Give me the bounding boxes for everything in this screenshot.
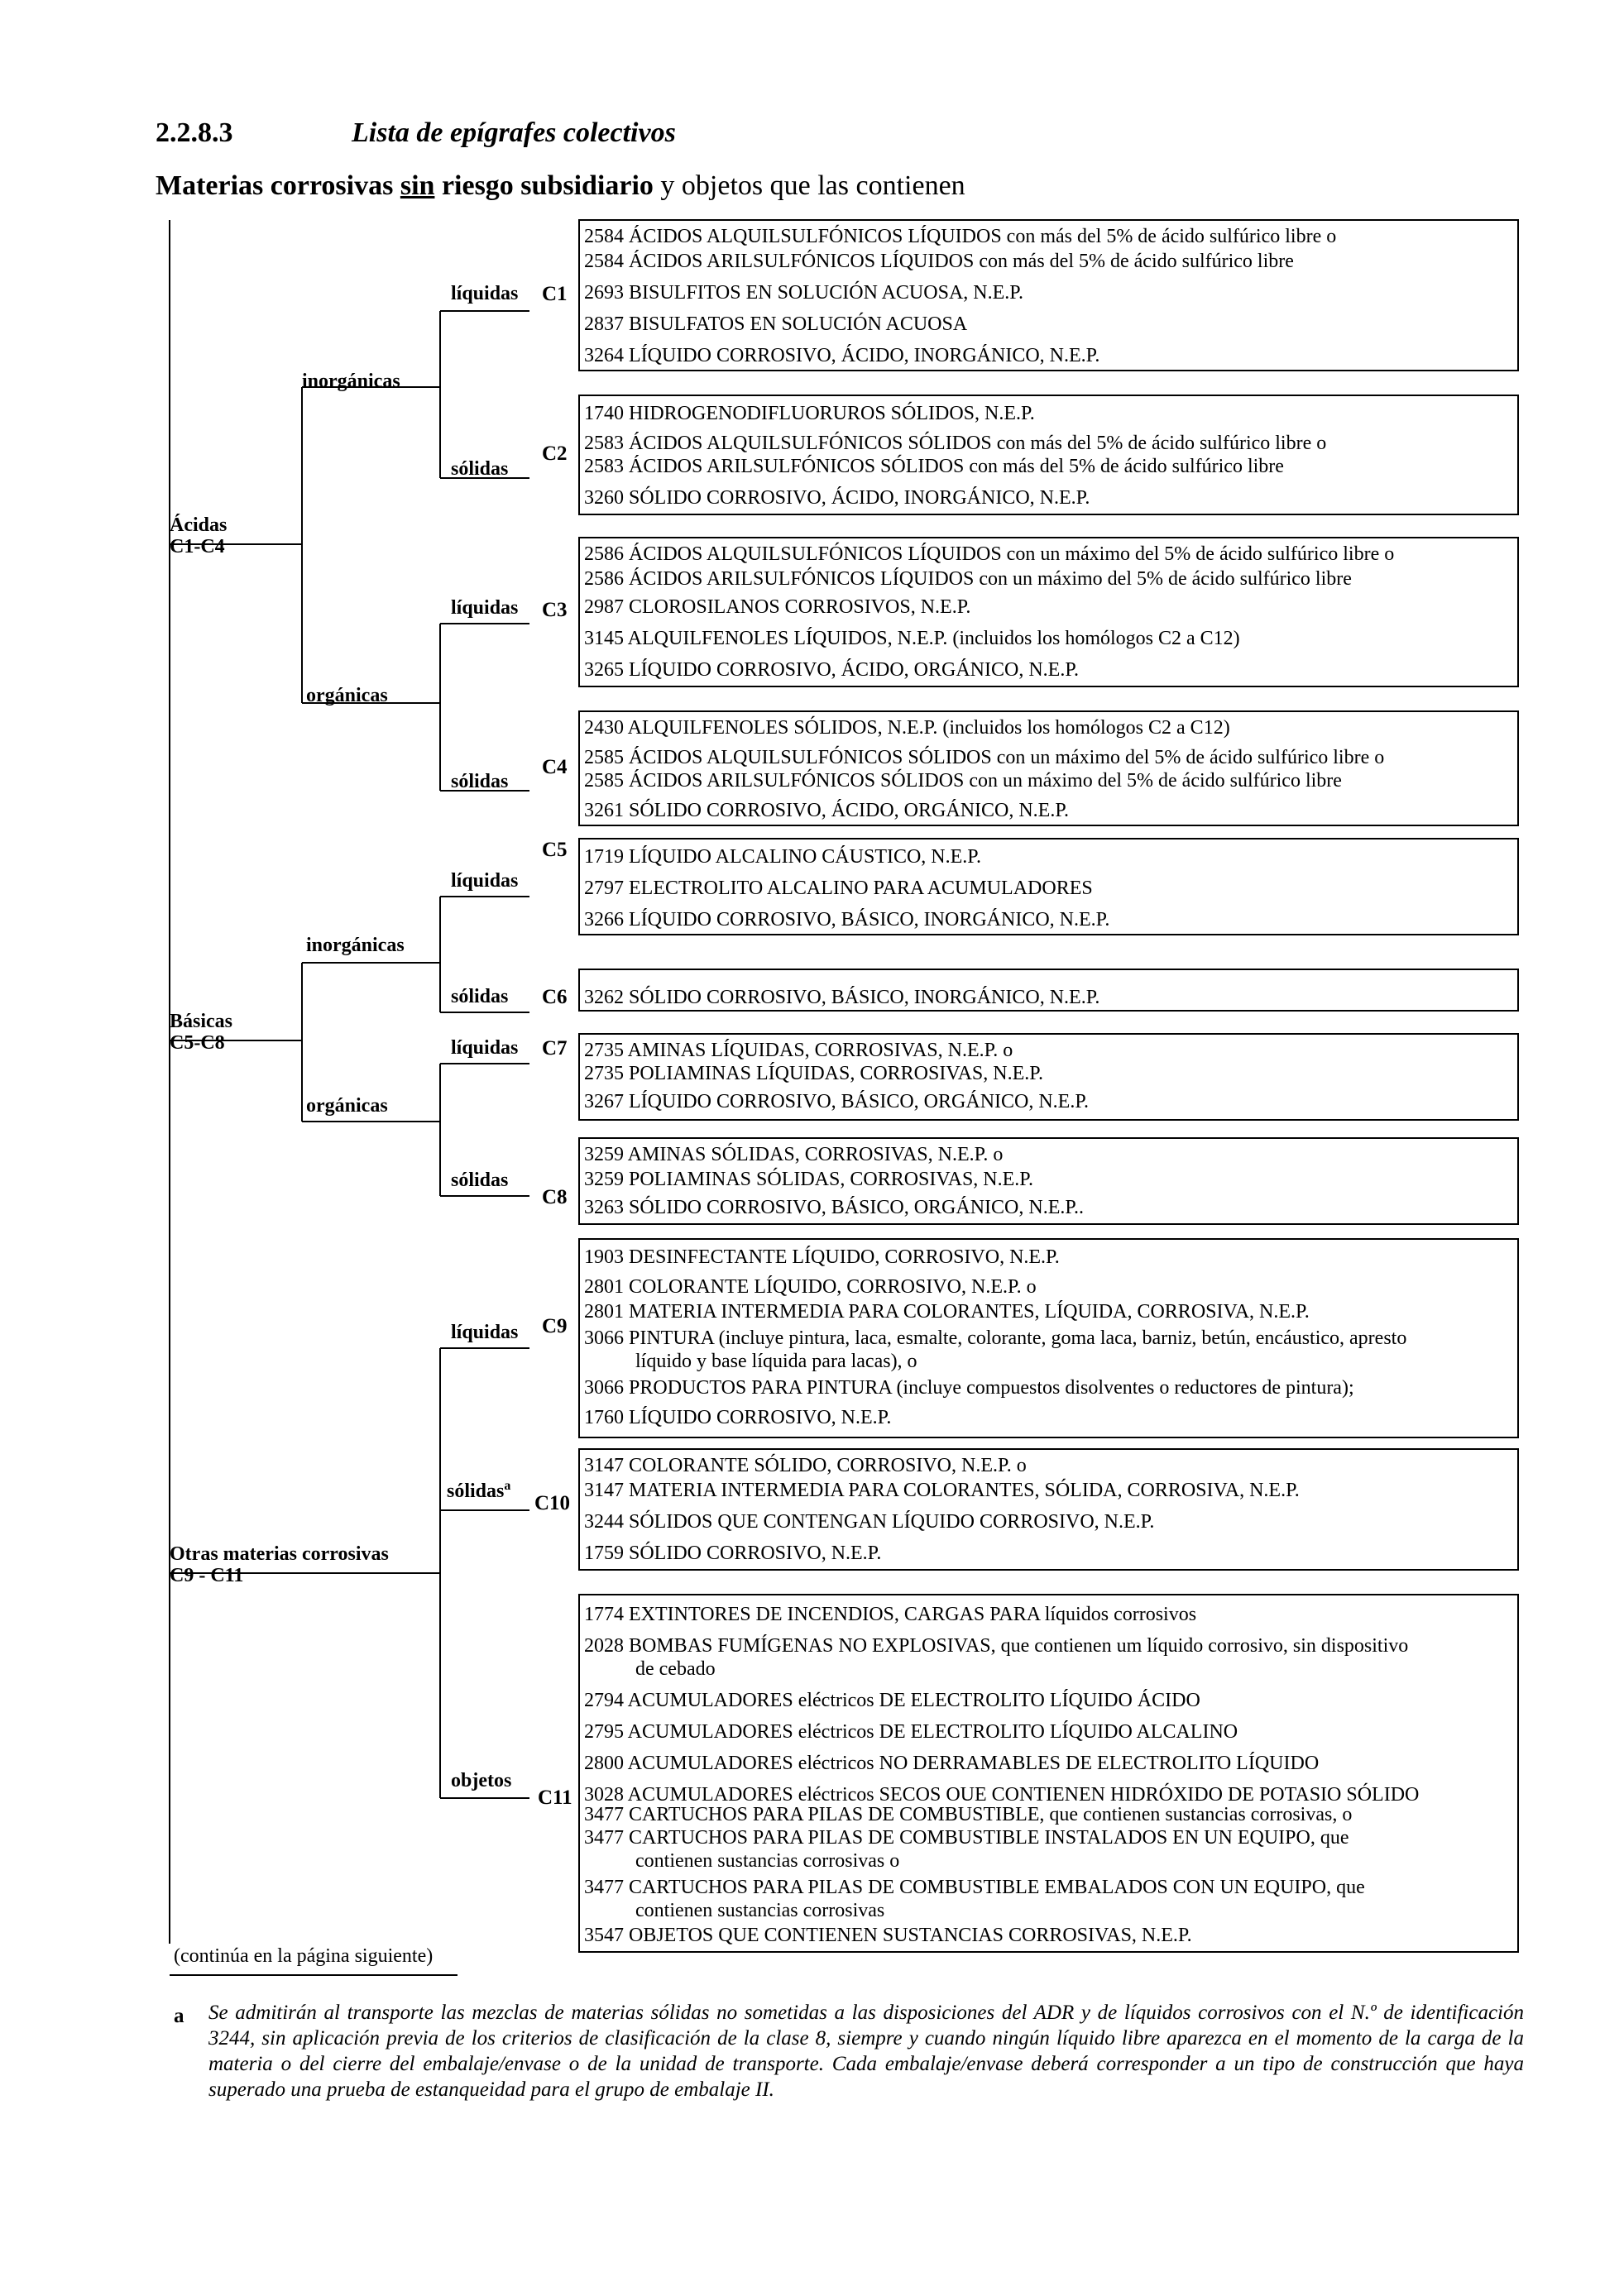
c4-entry: 2430 ALQUILFENOLES SÓLIDOS, N.E.P. (incluidos los homólogos C2 a C12) (584, 717, 1230, 739)
acidas-range: C1-C4 (170, 536, 225, 557)
c4-entry: 2585 ÁCIDOS ALQUILSULFÓNICOS SÓLIDOS con un máximo del 5% de ácido sulfúrico libre o (584, 747, 1385, 768)
c11-entry: 1774 EXTINTORES DE INCENDIOS, CARGAS PARA líquidos corrosivos (584, 1604, 1197, 1625)
basicas-organicas-label: orgánicas (306, 1095, 388, 1117)
c7-entry: 2735 POLIAMINAS LÍQUIDAS, CORROSIVAS, N.E.P. (584, 1063, 1043, 1084)
c3-entry: 3265 LÍQUIDO CORROSIVO, ÁCIDO, ORGÁNICO, N.E.P. (584, 659, 1080, 681)
c6-solidas-label: sólidas (451, 986, 509, 1007)
section-title: Lista de epígrafes colectivos (352, 117, 676, 148)
acidas-label: Ácidas (170, 514, 228, 536)
c1-entry: 2693 BISULFITOS EN SOLUCIÓN ACUOSA, N.E.P. (584, 282, 1023, 304)
c9-liquidas-label: líquidas (451, 1322, 519, 1343)
c9-entry: 3066 PINTURA (incluye pintura, laca, esmalte, colorante, goma laca, barniz, betún, encáustico, apresto (584, 1327, 1407, 1349)
c6-entry: 3262 SÓLIDO CORROSIVO, BÁSICO, INORGÁNICO, N.E.P. (584, 987, 1100, 1008)
c10-entry: 3147 MATERIA INTERMEDIA PARA COLORANTES, SÓLIDA, CORROSIVA, N.E.P. (584, 1480, 1300, 1501)
c11-entry: 3477 CARTUCHOS PARA PILAS DE COMBUSTIBLE INSTALADOS EN UN EQUIPO, que (584, 1827, 1349, 1849)
code-c8: C8 (542, 1186, 568, 1208)
c1-liquidas-label: líquidas (451, 283, 519, 304)
c1-entry: 2837 BISULFATOS EN SOLUCIÓN ACUOSA (584, 313, 968, 335)
footnote-marker: a (174, 2005, 184, 2027)
subheading-part3: riesgo subsidiario (434, 170, 654, 201)
code-c6: C6 (542, 986, 568, 1008)
c7-entry: 3267 LÍQUIDO CORROSIVO, BÁSICO, ORGÁNICO, N.E.P. (584, 1091, 1090, 1112)
c1-entry: 2584 ÁCIDOS ALQUILSULFÓNICOS LÍQUIDOS con más del 5% de ácido sulfúrico libre o (584, 226, 1337, 247)
c9-entry-continued: líquido y base líquida para lacas), o (635, 1351, 917, 1372)
c11-entry-continued: de cebado (635, 1658, 716, 1680)
code-c2: C2 (542, 442, 568, 465)
c11-entry: 2028 BOMBAS FUMÍGENAS NO EXPLOSIVAS, que contienen um líquido corrosivo, sin dispositivo (584, 1635, 1409, 1657)
c11-entry: 2795 ACUMULADORES eléctricos DE ELECTROLITO LÍQUIDO ALCALINO (584, 1721, 1238, 1743)
otras-label: Otras materias corrosivas (170, 1543, 389, 1565)
c9-entry: 2801 MATERIA INTERMEDIA PARA COLORANTES, LÍQUIDA, CORROSIVA, N.E.P. (584, 1301, 1310, 1323)
c4-solidas-label: sólidas (451, 771, 509, 792)
c3-entry: 2586 ÁCIDOS ALQUILSULFÓNICOS LÍQUIDOS con un máximo del 5% de ácido sulfúrico libre o (584, 543, 1395, 565)
c1-entry: 3264 LÍQUIDO CORROSIVO, ÁCIDO, INORGÁNICO, N.E.P. (584, 345, 1100, 366)
c9-entry: 2801 COLORANTE LÍQUIDO, CORROSIVO, N.E.P. o (584, 1276, 1037, 1298)
c3-liquidas-label: líquidas (451, 597, 519, 619)
c5-entry: 1719 LÍQUIDO ALCALINO CÁUSTICO, N.E.P. (584, 846, 981, 868)
c8-entry: 3259 POLIAMINAS SÓLIDAS, CORROSIVAS, N.E.P. (584, 1169, 1033, 1190)
c8-entry: 3263 SÓLIDO CORROSIVO, BÁSICO, ORGÁNICO, N.E.P.. (584, 1197, 1085, 1218)
c11-entry: 3547 OBJETOS QUE CONTIENEN SUSTANCIAS CORROSIVAS, N.E.P. (584, 1925, 1192, 1946)
c11-entry: 3477 CARTUCHOS PARA PILAS DE COMBUSTIBLE EMBALADOS CON UN EQUIPO, que (584, 1877, 1365, 1898)
acidas-inorganicas-label: inorgánicas (302, 371, 400, 392)
c11-entry: 3028 ACUMULADORES eléctricos SECOS OUE CONTIENEN HIDRÓXIDO DE POTASIO SÓLIDO (584, 1784, 1420, 1806)
c5-entry: 2797 ELECTROLITO ALCALINO PARA ACUMULADORES (584, 878, 1093, 899)
code-c5: C5 (542, 839, 568, 861)
c11-entry: 2794 ACUMULADORES eléctricos DE ELECTROLITO LÍQUIDO ÁCIDO (584, 1690, 1200, 1711)
c8-solidas-label: sólidas (451, 1170, 509, 1191)
c10-entry: 1759 SÓLIDO CORROSIVO, N.E.P. (584, 1543, 882, 1564)
c3-entry: 2987 CLOROSILANOS CORROSIVOS, N.E.P. (584, 596, 971, 618)
basicas-label: Básicas (170, 1011, 233, 1032)
c11-entry: 2800 ACUMULADORES eléctricos NO DERRAMABLES DE ELECTROLITO LÍQUIDO (584, 1753, 1320, 1774)
code-c1: C1 (542, 283, 568, 305)
c5-entry: 3266 LÍQUIDO CORROSIVO, BÁSICO, INORGÁNICO, N.E.P. (584, 909, 1110, 930)
c11-entry-continued: contienen sustancias corrosivas o (635, 1850, 900, 1872)
code-c9: C9 (542, 1315, 568, 1337)
c9-entry: 3066 PRODUCTOS PARA PINTURA (incluye compuestos disolventes o reductores de pintura); (584, 1377, 1354, 1399)
footnote-ref-a: a (504, 1479, 511, 1493)
basicas-range: C5-C8 (170, 1032, 225, 1054)
c10-solidas-label (447, 1479, 510, 1503)
c8-entry: 3259 AMINAS SÓLIDAS, CORROSIVAS, N.E.P. o (584, 1144, 1004, 1165)
c2-solidas-label: sólidas (451, 458, 509, 480)
code-c11: C11 (538, 1787, 572, 1809)
code-c7: C7 (542, 1037, 568, 1060)
otras-range: C9 - C11 (170, 1565, 244, 1586)
c2-entry: 3260 SÓLIDO CORROSIVO, ÁCIDO, INORGÁNICO, N.E.P. (584, 487, 1090, 509)
c3-entry: 2586 ÁCIDOS ARILSULFÓNICOS LÍQUIDOS con un máximo del 5% de ácido sulfúrico libre (584, 568, 1352, 590)
c3-entry: 3145 ALQUILFENOLES LÍQUIDOS, N.E.P. (incluidos los homólogos C2 a C12) (584, 628, 1240, 649)
footnote-text: Se admitirán al transporte las mezclas de materias sólidas no sometidas a las disposiciones del ADR y de líquidos corrosivos con el N.º de identificación 3244, sin aplicación previa de los criterios de clasificación de la clase 8, siempre y cuando ningún líquido libre aparezca en el momento de la carga de la materia o del cierre del embalaje/envase o de la unidad de transporte. Cada embalaje/envase deberá corresponder a un tipo de construcción que haya superado una prueba de estanqueidad para el grupo de embalaje II. (208, 2002, 1524, 2101)
c7-liquidas-label: líquidas (451, 1037, 519, 1059)
basicas-inorganicas-label: inorgánicas (306, 935, 405, 956)
subheading-part1: Materias corrosivas (156, 170, 400, 201)
c11-objetos-label: objetos (451, 1770, 512, 1791)
c7-entry: 2735 AMINAS LÍQUIDAS, CORROSIVAS, N.E.P. o (584, 1040, 1013, 1061)
acidas-organicas-label: orgánicas (306, 685, 388, 706)
code-c10: C10 (534, 1492, 571, 1514)
code-c3: C3 (542, 599, 568, 621)
subheading-part4: y objetos que las contienen (653, 170, 965, 201)
c5-liquidas-label: líquidas (451, 870, 519, 892)
c10-entry: 3147 COLORANTE SÓLIDO, CORROSIVO, N.E.P. o (584, 1455, 1027, 1476)
subheading-part2: sin (400, 170, 435, 201)
c4-entry: 3261 SÓLIDO CORROSIVO, ÁCIDO, ORGÁNICO, N.E.P. (584, 800, 1070, 821)
c1-entry: 2584 ÁCIDOS ARILSULFÓNICOS LÍQUIDOS con más del 5% de ácido sulfúrico libre (584, 251, 1294, 272)
c4-entry: 2585 ÁCIDOS ARILSULFÓNICOS SÓLIDOS con un máximo del 5% de ácido sulfúrico libre (584, 770, 1342, 792)
c2-entry: 1740 HIDROGENODIFLUORUROS SÓLIDOS, N.E.P. (584, 403, 1035, 424)
c11-entry: 3477 CARTUCHOS PARA PILAS DE COMBUSTIBLE, que contienen sustancias corrosivas, o (584, 1804, 1353, 1825)
section-number: 2.2.8.3 (156, 117, 233, 148)
c2-entry: 2583 ÁCIDOS ALQUILSULFÓNICOS SÓLIDOS con más del 5% de ácido sulfúrico libre o (584, 433, 1327, 454)
code-c4: C4 (542, 756, 568, 778)
c9-entry: 1903 DESINFECTANTE LÍQUIDO, CORROSIVO, N.E.P. (584, 1246, 1060, 1268)
c9-entry: 1760 LÍQUIDO CORROSIVO, N.E.P. (584, 1407, 892, 1428)
c10-entry: 3244 SÓLIDOS QUE CONTENGAN LÍQUIDO CORROSIVO, N.E.P. (584, 1511, 1155, 1533)
c10-solidas-text: sólidas (447, 1480, 505, 1502)
continuation-note: (continúa en la página siguiente) (174, 1945, 434, 1967)
c11-entry-continued: contienen sustancias corrosivas (635, 1900, 885, 1921)
c2-entry: 2583 ÁCIDOS ARILSULFÓNICOS SÓLIDOS con más del 5% de ácido sulfúrico libre (584, 456, 1284, 477)
